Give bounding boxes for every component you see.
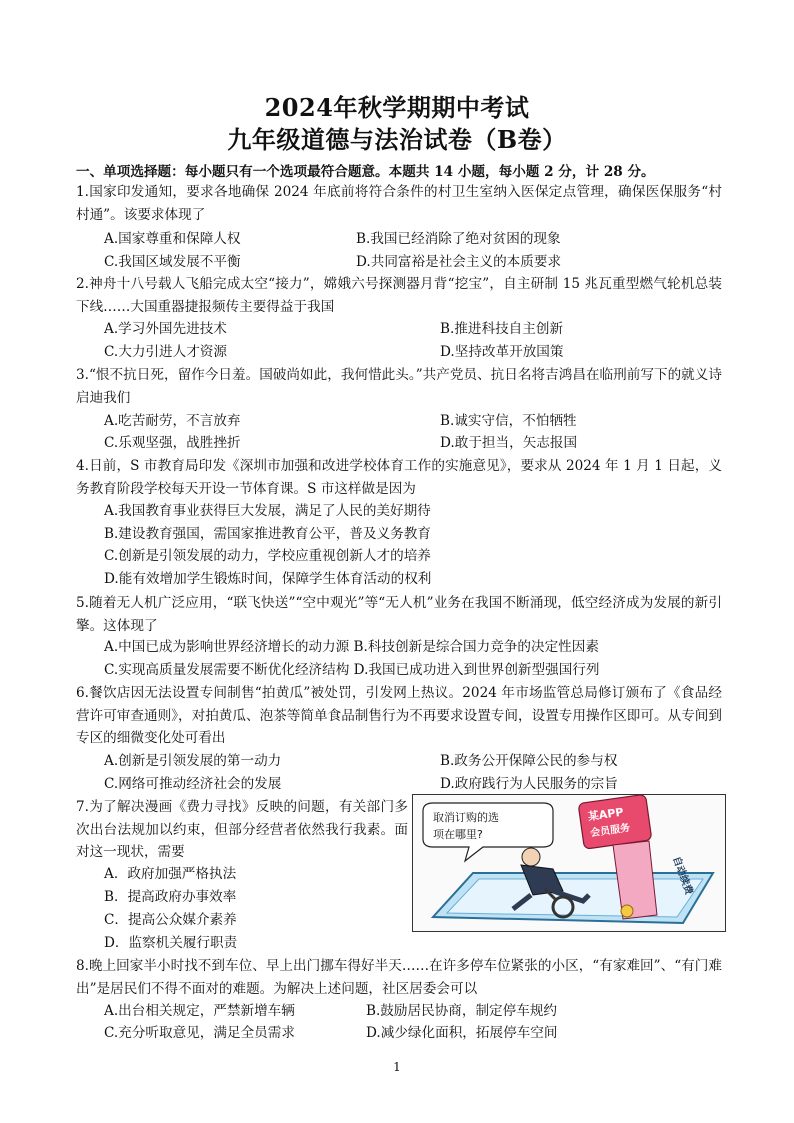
q1-option-d: D.共同富裕是社会主义的本质要求 <box>356 254 562 270</box>
q4-option-a: A.我国教育事业获得巨大发展，满足了人民的美好期待 <box>104 503 431 519</box>
q7-option-a: A．政府加强严格执法 <box>104 866 237 882</box>
q3-option-a: A.吃苦耐劳，不言放弃 <box>104 413 241 429</box>
question-3-stem: 3.“恨不抗日死，留作今日羞。国破尚如此，我何惜此头。”共产党员、抗日名将吉鸿昌在临刑前写下的就义诗启迪我们 <box>76 367 722 406</box>
q6-option-d: D.政府践行为人民服务的宗旨 <box>440 776 618 792</box>
question-8-stem: 8.晚上回家半小时找不到车位、早上出门挪车得好半天……在许多停车位紧张的小区，“有家难回”、“有门难出”是居民们不得不面对的难题。为解决上述问题，社区居委会可以 <box>76 958 722 997</box>
question-2-options-ab <box>104 318 724 340</box>
q6-option-c: C.网络可推动经济社会的发展 <box>104 776 282 792</box>
q7-option-b: B．提高政府办事效率 <box>104 889 237 905</box>
q1-option-c: C.我国区域发展不平衡 <box>104 254 241 270</box>
question-2-options-cd <box>104 341 724 363</box>
q2-option-b: B.推进科技自主创新 <box>440 321 564 337</box>
question-6-options-cd <box>104 773 724 795</box>
exam-subtitle: 九年级道德与法治试卷（B卷） <box>227 125 567 154</box>
q1-option-a: A.国家尊重和保障人权 <box>104 231 241 247</box>
cartoon-app-label-2: 会员服务 <box>589 822 631 840</box>
q2-option-a: A.学习外国先进技术 <box>104 321 227 337</box>
question-7-stem: 7.为了解决漫画《费力寻找》反映的问题，有关部门多次出台法规加以约束，但部分经营者依然我行我素。面对这一现状，需要 <box>76 799 408 860</box>
cartoon-svg <box>413 795 725 931</box>
q5-options-cd: C.实现高质量发展需要不断优化经济结构 D.我国已成功进入到世界创新型强国行列 <box>104 662 600 678</box>
question-3-options-ab <box>104 410 724 432</box>
q2-option-d: D.坚持改革开放国策 <box>440 344 564 360</box>
q4-option-b: B.建设教育强国，需国家推进教育公平，普及义务教育 <box>104 526 431 542</box>
q8-option-b: B.鼓励居民协商，制定停车规约 <box>366 1003 558 1019</box>
q4-option-c: C.创新是引领发展的动力，学校应重视创新人才的培养 <box>104 548 431 564</box>
q7-option-d: D．监察机关履行职责 <box>104 935 238 951</box>
question-1-options-ab <box>104 228 724 250</box>
cartoon-bubble-line2: 项在哪里? <box>433 828 483 841</box>
question-3-options-cd <box>104 432 724 454</box>
question-1-options-cd <box>104 251 724 273</box>
section-heading: 一、单项选择题：每小题只有一个选项最符合题意。本题共 14 小题，每小题 2 分，计 28 分。 <box>76 164 655 180</box>
q2-option-c: C.大力引进人才资源 <box>104 344 227 360</box>
q8-option-c: C.充分听取意见，满足全员需求 <box>104 1025 295 1041</box>
cartoon-bubble-line1: 取消订购的选 <box>433 811 499 824</box>
q8-option-d: D.减少绿化面积，拓展停车空间 <box>366 1025 558 1041</box>
question-2-stem: 2.神舟十八号载人飞船完成太空“接力”，嫦娥六号探测器月背“挖宝”，自主研制 15 兆瓦重型燃气轮机总装下线……大国重器捷报频传主要得益于我国 <box>76 276 722 315</box>
q1-option-b: B.我国已经消除了绝对贫困的现象 <box>356 231 561 247</box>
q4-option-d: D.能有效增加学生锻炼时间，保障学生体育活动的权利 <box>104 571 432 587</box>
page-number: 1 <box>393 1060 401 1074</box>
question-4-stem: 4.日前，S 市教育局印发《深圳市加强和改进学校体育工作的实施意见》，要求从 2024 年 1 月 1 日起，义务教育阶段学校每天开设一节体育课。S 市这样做是因为 <box>76 458 722 497</box>
q5-options-ab: A.中国已成为影响世界经济增长的动力源 B.科技创新是综合国力竞争的决定性因素 <box>104 639 599 655</box>
cartoon-side-label: 自动续费 <box>670 855 695 897</box>
question-6-options-ab <box>104 750 724 772</box>
q8-option-a: A.出台相关规定，严禁新增车辆 <box>104 1003 295 1019</box>
question-8-options-ab <box>104 1000 724 1022</box>
question-8-options-cd <box>104 1022 724 1044</box>
q7-option-c: C．提高公众媒介素养 <box>104 912 237 928</box>
cartoon-app-label: 某APP <box>587 805 625 824</box>
q3-option-c: C.乐观坚强，战胜挫折 <box>104 435 241 451</box>
q6-option-a: A.创新是引领发展的第一动力 <box>104 753 282 769</box>
q3-option-d: D.敢于担当，矢志报国 <box>440 435 578 451</box>
cartoon-illustration <box>412 794 726 932</box>
question-1-stem: 1.国家印发通知，要求各地确保 2024 年底前将符合条件的村卫生室纳入医保定点管理，确保医保服务“村村通”。该要求体现了 <box>76 184 722 223</box>
exam-title: 2024年秋学期期中考试 <box>264 93 530 122</box>
question-6-stem: 6.餐饮店因无法设置专间制售“拍黄瓜”被处罚，引发网上热议。2024 年市场监管总局修订颁布了《食品经营许可审查通则》，对拍黄瓜、泡茶等简单食品制售行为不再要求设置专间，设置专用操作区即可。从专间到专区的细微变化处可看出 <box>76 685 722 746</box>
q6-option-b: B.政务公开保障公民的参与权 <box>440 753 618 769</box>
question-5-stem: 5.随着无人机广泛应用，“联飞快送”“空中观光”等“无人机”业务在我国不断涌现，低空经济成为发展的新引擎。这体现了 <box>76 595 722 634</box>
q3-option-b: B.诚实守信，不怕牺牲 <box>440 413 577 429</box>
